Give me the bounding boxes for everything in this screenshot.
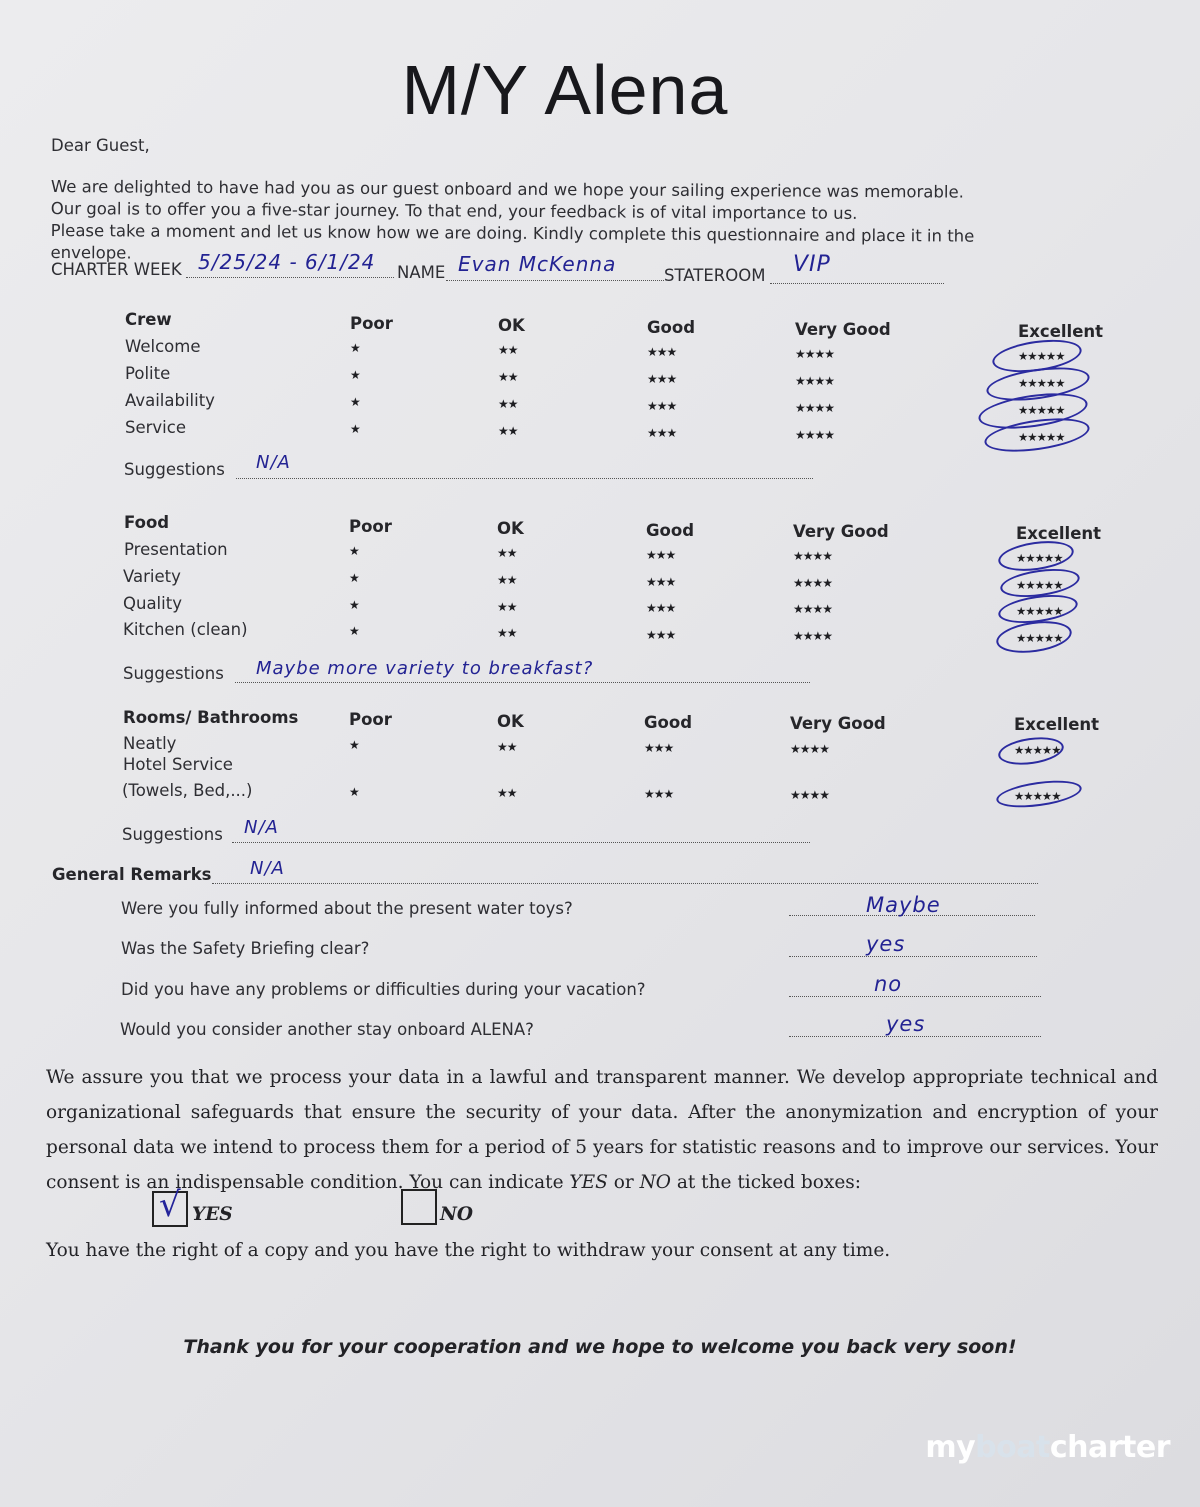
- intro-line: Please take a moment and let us know how we are doing. Kindly complete this questionnaire and place it in the envelope.: [50, 220, 975, 263]
- stateroom-line: [770, 283, 944, 284]
- rating-excellent[interactable]: ★★★★★: [1016, 578, 1063, 592]
- question-water-toys: Were you fully informed about the present water toys?: [121, 899, 573, 918]
- rating-poor[interactable]: ★: [349, 738, 359, 752]
- rating-very-good[interactable]: ★★★★: [790, 742, 830, 756]
- selection-circle: [995, 776, 1084, 812]
- checkmark-icon: √: [159, 1185, 181, 1225]
- consent-yes-label: YES: [192, 1204, 233, 1225]
- consent-yes-checkbox[interactable]: [152, 1185, 188, 1227]
- food-item-kitchen: Kitchen (clean): [123, 620, 248, 639]
- greeting: Dear Guest,: [51, 136, 150, 155]
- rating-good[interactable]: ★★★: [647, 372, 677, 386]
- rating-excellent[interactable]: ★★★★★: [1016, 551, 1063, 565]
- answer-line: [789, 956, 1037, 957]
- rating-ok[interactable]: ★★: [497, 600, 517, 614]
- watermark-part-2: boat: [975, 1430, 1050, 1465]
- charter-week-label: CHARTER WEEK: [51, 260, 182, 279]
- rooms-item-towels-bed: (Towels, Bed,...): [122, 781, 253, 800]
- crew-item-availability: Availability: [125, 391, 215, 410]
- rating-excellent[interactable]: ★★★★★: [1018, 376, 1065, 390]
- charter-week-line: [186, 277, 394, 278]
- rating-ok[interactable]: ★★: [498, 397, 518, 411]
- rating-ok[interactable]: ★★: [497, 546, 517, 560]
- rating-ok[interactable]: ★★: [498, 370, 518, 384]
- column-excellent: Excellent: [1018, 322, 1104, 341]
- food-section-title: Food: [124, 513, 170, 532]
- selection-circle: [997, 734, 1066, 769]
- crew-item-service: Service: [125, 418, 186, 437]
- rating-ok[interactable]: ★★: [498, 424, 518, 438]
- crew-suggestions-label: Suggestions: [124, 460, 225, 479]
- column-excellent: Excellent: [1016, 524, 1102, 543]
- column-ok: OK: [497, 712, 524, 731]
- food-item-variety: Variety: [123, 567, 181, 586]
- rating-poor[interactable]: ★: [349, 785, 359, 799]
- consent-no-checkbox[interactable]: [401, 1189, 437, 1225]
- food-suggestions-line: [235, 682, 810, 683]
- watermark-part-3: charter: [1049, 1430, 1170, 1465]
- rating-poor[interactable]: ★: [350, 368, 360, 382]
- rating-ok[interactable]: ★★: [497, 573, 517, 587]
- stateroom-label: STATEROOM: [664, 266, 766, 285]
- column-good: Good: [646, 521, 695, 540]
- answer-line: [789, 1036, 1041, 1037]
- intro-line: We are delighted to have had you as our guest onboard and we hope your sailing experience was memorable.: [50, 176, 964, 202]
- rating-very-good[interactable]: ★★★★: [793, 629, 833, 643]
- column-poor: Poor: [350, 314, 393, 333]
- rating-poor[interactable]: ★: [349, 624, 359, 638]
- rating-poor[interactable]: ★: [350, 341, 360, 355]
- rating-poor[interactable]: ★: [350, 422, 360, 436]
- rating-poor[interactable]: ★: [350, 395, 360, 409]
- crew-suggestions-value[interactable]: N/A: [256, 452, 291, 473]
- food-suggestions-value[interactable]: Maybe more variety to breakfast?: [256, 658, 594, 679]
- rating-ok[interactable]: ★★: [497, 740, 517, 754]
- rating-excellent[interactable]: ★★★★★: [1018, 430, 1065, 444]
- rating-ok[interactable]: ★★: [498, 343, 518, 357]
- rooms-suggestions-line: [232, 842, 810, 843]
- rating-good[interactable]: ★★★: [644, 741, 674, 755]
- rating-good[interactable]: ★★★: [646, 548, 676, 562]
- consent-or-word: or: [607, 1172, 640, 1193]
- rating-very-good[interactable]: ★★★★: [790, 788, 830, 802]
- rating-excellent[interactable]: ★★★★★: [1018, 403, 1065, 417]
- rating-excellent[interactable]: ★★★★★: [1014, 789, 1061, 803]
- column-very-good: Very Good: [790, 714, 886, 733]
- rating-poor[interactable]: ★: [349, 571, 359, 585]
- consent-yes-word: YES: [569, 1172, 608, 1193]
- column-good: Good: [647, 318, 696, 337]
- general-remarks-line: [212, 883, 1038, 884]
- rooms-suggestions-value[interactable]: N/A: [244, 817, 279, 838]
- food-item-presentation: Presentation: [124, 540, 228, 559]
- rating-good[interactable]: ★★★: [646, 575, 676, 589]
- crew-suggestions-line: [236, 478, 813, 479]
- column-very-good: Very Good: [795, 320, 891, 339]
- consent-no-label: NO: [440, 1204, 474, 1225]
- rating-ok[interactable]: ★★: [497, 626, 517, 640]
- rating-very-good[interactable]: ★★★★: [793, 576, 833, 590]
- charter-week-value[interactable]: 5/25/24 - 6/1/24: [198, 250, 376, 274]
- food-item-quality: Quality: [123, 594, 182, 613]
- rating-good[interactable]: ★★★: [647, 399, 677, 413]
- column-poor: Poor: [349, 517, 392, 536]
- rating-good[interactable]: ★★★: [646, 601, 676, 615]
- rating-good[interactable]: ★★★: [647, 426, 677, 440]
- rooms-item-hotel-service: Hotel Service: [123, 755, 233, 774]
- column-good: Good: [644, 713, 693, 732]
- name-value[interactable]: Evan McKenna: [458, 252, 617, 276]
- consent-text: We assure you that we process your data in a lawful and transparent manner. We develop appropriate technical and organizational safeguards that ensure the security of your data. After the anonymization and encryption of your personal data we intend to process them for a period of 5 years for statistic reasons and to improve our services. Your consent is an indispensable condition. You can indicate: [46, 1067, 1158, 1193]
- name-label: NAME: [397, 263, 446, 282]
- rating-excellent[interactable]: ★★★★★: [1018, 349, 1065, 363]
- rating-good[interactable]: ★★★: [646, 628, 676, 642]
- crew-item-welcome: Welcome: [125, 337, 201, 356]
- intro-line: Our goal is to offer you a five-star journey. To that end, your feedback is of vital importance to us.: [50, 198, 858, 223]
- column-poor: Poor: [349, 710, 392, 729]
- rooms-suggestions-label: Suggestions: [122, 825, 223, 844]
- answer-water-toys[interactable]: Maybe: [866, 893, 941, 917]
- answer-safety-briefing[interactable]: yes: [866, 932, 906, 956]
- rating-excellent[interactable]: ★★★★★: [1016, 631, 1063, 645]
- selection-circle: [994, 617, 1073, 657]
- rating-very-good[interactable]: ★★★★: [795, 374, 835, 388]
- document-title: M/Y Alena: [401, 51, 729, 129]
- rating-poor[interactable]: ★: [349, 544, 359, 558]
- question-another-stay: Would you consider another stay onboard ALENA?: [120, 1020, 534, 1039]
- watermark-part-1: my: [925, 1430, 976, 1465]
- answer-line: [789, 996, 1041, 997]
- consent-paragraph: [46, 1060, 1158, 1200]
- consent-no-word: NO: [639, 1172, 671, 1193]
- food-suggestions-label: Suggestions: [123, 664, 224, 683]
- rating-very-good[interactable]: ★★★★: [795, 401, 835, 415]
- general-remarks-label: General Remarks: [52, 865, 212, 884]
- rating-ok[interactable]: ★★: [497, 786, 517, 800]
- answer-problems[interactable]: no: [874, 972, 903, 996]
- rating-very-good[interactable]: ★★★★: [793, 602, 833, 616]
- rooms-section-title: Rooms/ Bathrooms: [123, 708, 299, 727]
- column-very-good: Very Good: [793, 522, 889, 541]
- watermark-logo: [925, 1430, 1170, 1465]
- rating-poor[interactable]: ★: [349, 598, 359, 612]
- column-ok: OK: [497, 519, 524, 538]
- question-safety-briefing: Was the Safety Briefing clear?: [121, 939, 370, 958]
- column-ok: OK: [498, 316, 525, 335]
- general-remarks-value[interactable]: N/A: [250, 858, 285, 879]
- answer-another-stay[interactable]: yes: [886, 1012, 926, 1036]
- withdraw-notice: You have the right of a copy and you have the right to withdraw your consent at any time.: [46, 1240, 891, 1261]
- rating-excellent[interactable]: ★★★★★: [1016, 604, 1063, 618]
- rating-very-good[interactable]: ★★★★: [795, 347, 835, 361]
- stateroom-value[interactable]: VIP: [793, 252, 831, 277]
- question-problems: Did you have any problems or difficulties during your vacation?: [121, 980, 646, 999]
- name-line: [446, 280, 664, 281]
- rating-good[interactable]: ★★★: [647, 345, 677, 359]
- rating-very-good[interactable]: ★★★★: [795, 428, 835, 442]
- column-excellent: Excellent: [1014, 715, 1100, 734]
- rating-very-good[interactable]: ★★★★: [793, 549, 833, 563]
- consent-tail: at the ticked boxes:: [670, 1172, 862, 1193]
- rooms-item-neatly: Neatly: [123, 734, 177, 753]
- closing-message: Thank you for your cooperation and we hope to welcome you back very soon!: [183, 1336, 1017, 1358]
- rating-good[interactable]: ★★★: [644, 787, 674, 801]
- rating-excellent[interactable]: ★★★★★: [1014, 743, 1061, 757]
- crew-section-title: Crew: [125, 310, 172, 329]
- crew-item-polite: Polite: [125, 364, 171, 383]
